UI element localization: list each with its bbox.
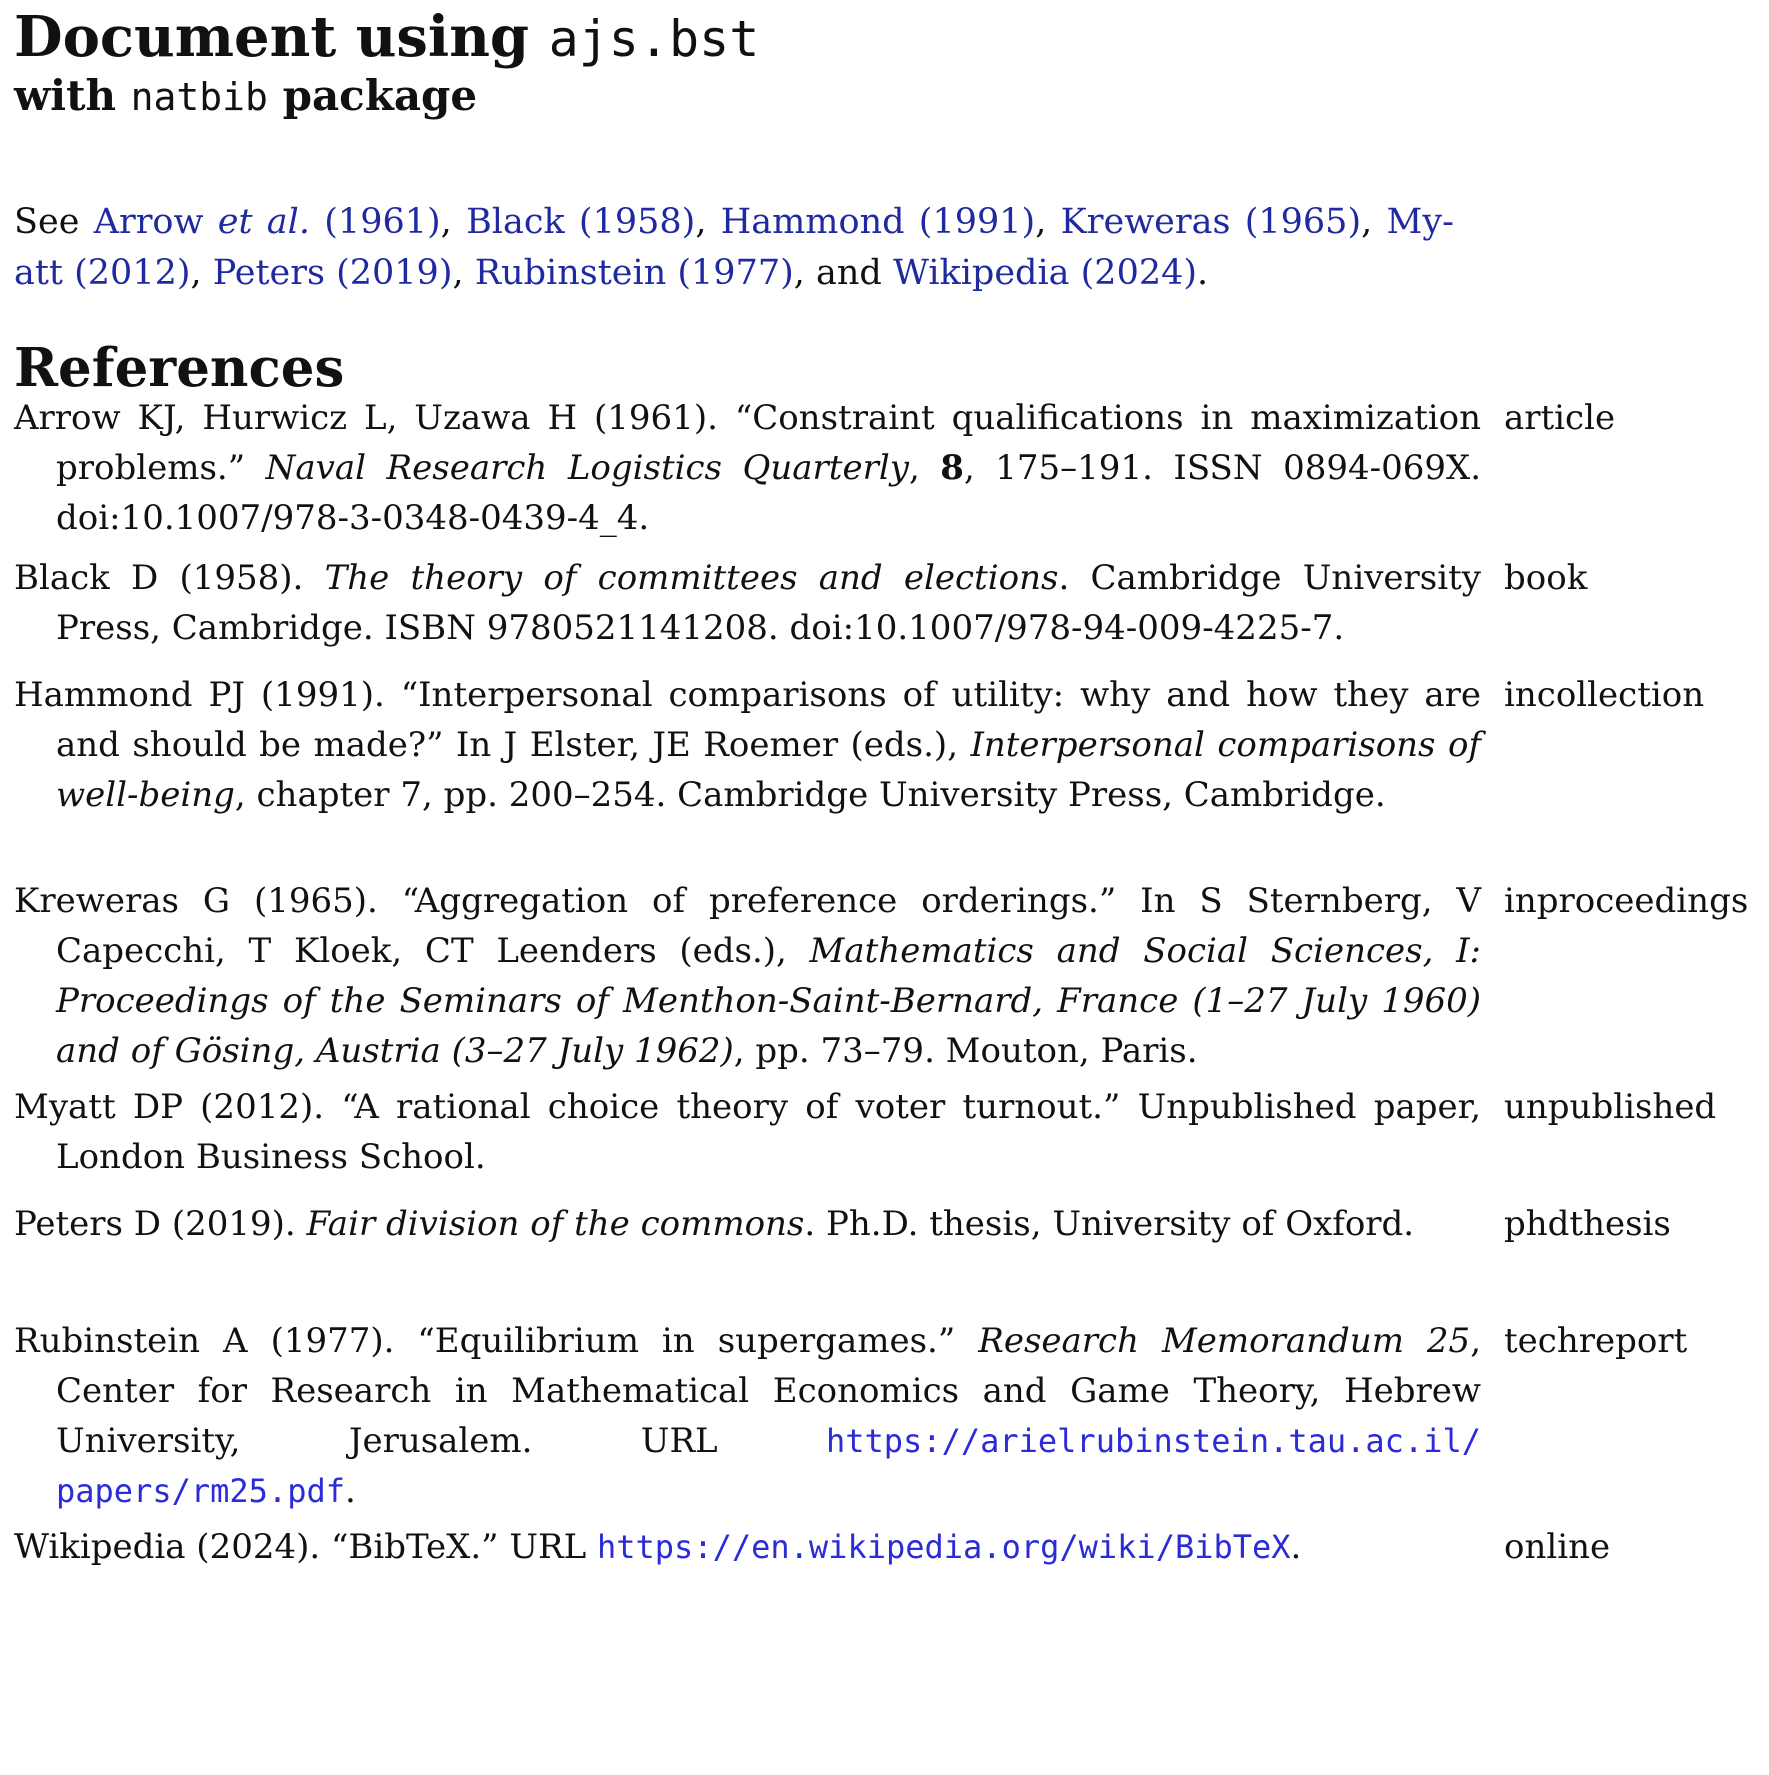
title-line-1 [14,6,759,70]
reference-url-link[interactable]: https://en.wikipedia.org/wiki/BibTeX [596,1528,1291,1566]
reference-type-label: inproceedings [1504,881,1749,921]
citation-myatt[interactable]: Myatt (2012) [14,202,1454,293]
intro-paragraph: See Arrow et al. (1961), Black (1958), Hammond (1991), Kreweras (1965), Myatt (2012), Peters (2019), Rubinstein (1977), and Wikipedia (2024). [14,202,1454,293]
citation-peters[interactable]: Peters (2019) [212,253,453,293]
citation-black[interactable]: Black (1958) [466,202,696,242]
document-title [14,6,759,123]
reference-text: Peters D (2019). Fair division of the commons. Ph.D. thesis, University of Oxford. [14,1204,1415,1244]
citation-arrow[interactable]: Arrow et al. (1961) [93,202,441,242]
title-line-2 [14,70,759,123]
citation-kreweras[interactable]: Kreweras (1965) [1060,202,1362,242]
title-bst-filename: ajs.bst [548,10,760,68]
reference-type-label: online [1504,1527,1611,1567]
reference-type-label: book [1504,558,1588,598]
citation-hammond[interactable]: Hammond (1991) [720,202,1036,242]
reference-entry-black [14,553,1769,653]
reference-entry-myatt [14,1082,1769,1182]
reference-text: Myatt DP (2012). “A rational choice theory of voter turnout.” Unpublished paper, London Business School. [14,1087,1481,1177]
subtitle-prefix: with [14,71,131,120]
reference-text: Hammond PJ (1991). “Interpersonal comparisons of utility: why and how they are and should be made?” In J Elster, JE Roemer (eds.), Interpersonal comparisons of well-being, chapter 7, pp. 200–254. Cambridge University Press, Cambridge. [14,675,1481,815]
subtitle-suffix: package [267,71,478,120]
citation-wikipedia[interactable]: Wikipedia (2024) [892,253,1198,293]
title-prefix: Document using [14,4,549,70]
subtitle-package-name: natbib [130,75,268,119]
reference-entry-wikipedia [14,1522,1769,1572]
reference-text: Kreweras G (1965). “Aggregation of preference orderings.” In S Sternberg, V Capecchi, T Kloek, CT Leenders (eds.), Mathematics and Social Sciences, I: Proceedings of the Seminars of Menthon-Saint-Bernard, France (1–27 July 1960) and of Gösing, Austria (3–27 July 1962), pp. 73–79. Mouton, Paris. [14,881,1481,1071]
reference-text: Black D (1958). The theory of committees and elections. Cambridge University Press, Cambridge. ISBN 9780521141208. doi:10.1007/978-94-009-4225-7. [14,558,1481,648]
reference-text: Wikipedia (2024). “BibTeX.” URL https://en.wikipedia.org/wiki/BibTeX. [14,1527,1302,1567]
reference-type-label: article [1504,398,1616,438]
intro-lead: See [14,202,94,242]
reference-entry-arrow [14,393,1769,543]
reference-entry-peters [14,1199,1769,1249]
references-heading: References [14,337,345,399]
reference-entry-kreweras [14,876,1769,1076]
reference-type-label: incollection [1504,675,1705,715]
reference-entry-hammond [14,670,1769,820]
reference-text: Arrow KJ, Hurwicz L, Uzawa H (1961). “Constraint qualifications in maximization problems.” Naval Research Logistics Quarterly, 8, 175–191. ISSN 0894-069X. doi:10.1007/978-3-0348-0439-4_4. [14,398,1482,538]
reference-text: Rubinstein A (1977). “Equilibrium in supergames.” Research Memorandum 25, Center for Research in Mathematical Economics and Game Theory, Hebrew University, Jerusalem. URL https://arielrubinstein.tau.ac.il/​papers/rm25.pdf. [14,1321,1481,1511]
citation-rubinstein[interactable]: Rubinstein (1977) [474,253,794,293]
reference-url-link[interactable]: https://arielrubinstein.tau.ac.il/​papers/rm25.pdf [56,1422,1481,1510]
reference-type-label: unpublished [1504,1087,1717,1127]
reference-entry-rubinstein [14,1316,1769,1516]
reference-type-label: techreport [1504,1321,1688,1361]
reference-type-label: phdthesis [1504,1204,1671,1244]
